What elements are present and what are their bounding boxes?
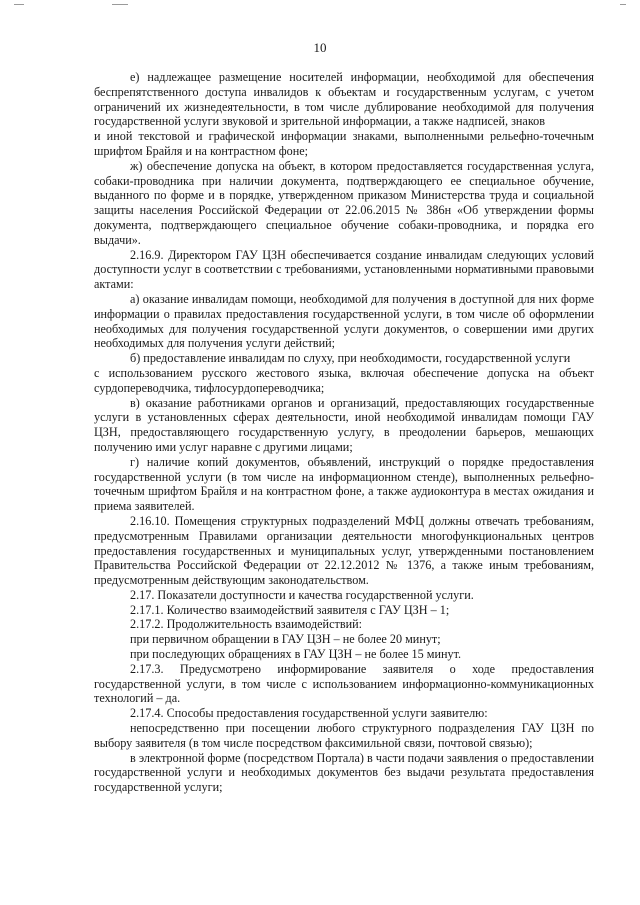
paragraph-item-v: в) оказание работниками органов и организаций, предоставляющих государственные услуги в установленных сферах деятельности, иной необходимой инвалидам помощи ГАУ ЦЗН, предоставляющего государственную услугу, в преодолении барьеров, мешающих получению ими услуг наравне с другими лицами; bbox=[94, 395, 594, 454]
paragraph-subsequent-visits: при последующих обращениях в ГАУ ЦЗН – не более 15 минут. bbox=[130, 647, 462, 662]
paragraph-2-16-9: 2.16.9. Директором ГАУ ЦЗН обеспечивается создание инвалидам следующих условий доступности услуг в соответствии с требованиями, установленными нормативными правовыми актами: bbox=[94, 247, 594, 292]
document-body bbox=[94, 70, 594, 795]
paragraph-item-zh: ж) обеспечение допуска на объект, в котором предоставляется государственная услуга, собаки-проводника при наличии документа, подтверждающего ее специальное обучение, выданного по форме и в порядке, утвержденном приказом Министерства труда и социальной защиты населения Российской Федерации от 22.06.2015 № 386н «Об утверждении формы документа, подтверждающего специальное обучение собаки-проводника, и порядка его выдачи». bbox=[94, 158, 594, 247]
paragraph-item-e: е) надлежащее размещение носителей информации, необходимой для обеспечения беспрепятственного доступа инвалидов к объектам и государственным услугам, с учетом ограничений их жизнедеятельности, в том числе дублирование необходимой для получения государственной услуги звуковой и зрительной информации, а также надписей, знаков bbox=[94, 70, 594, 129]
paragraph-2-17-3: 2.17.3. Предусмотрено информирование заявителя о ходе предоставления государственной услуги, в том числе с использованием информационно-коммуникационных технологий – да. bbox=[94, 661, 594, 706]
paragraph-electronic-form: в электронной форме (посредством Портала) в части подачи заявления о предоставлении государственной услуги и необходимых документов без выдачи результата предоставления государственной услуги; bbox=[94, 750, 594, 795]
scan-artifacts bbox=[0, 4, 640, 12]
paragraph-2-17-4: 2.17.4. Способы предоставления государственной услуги заявителю: bbox=[130, 706, 488, 721]
page-number: 10 bbox=[313, 40, 327, 55]
paragraph-item-e-continued: и иной текстовой и графической информации знаками, выполненными рельефно-точечным шрифтом Брайля и на контрастном фоне; bbox=[94, 129, 594, 158]
paragraph-item-a: а) оказание инвалидам помощи, необходимой для получения в доступной для них форме информации о правилах предоставления государственной услуги, в том числе об оформлении необходимых для получения государственной услуги документов, о совершении ими других необходимых для получения услуги действий; bbox=[94, 291, 594, 351]
paragraph-2-17: 2.17. Показатели доступности и качества государственной услуги. bbox=[130, 587, 474, 602]
paragraph-item-b-continued: с использованием русского жестового языка, включая обеспечение допуска на объект сурдопереводчика, тифлосурдопереводчика; bbox=[94, 365, 594, 395]
paragraph-item-g: г) наличие копий документов, объявлений, инструкций о порядке предоставления государственной услуги (в том числе на информационном стенде), выполненных рельефно-точечным шрифтом Брайля и на контрастном фоне, а также аудиоконтура в местах ожидания и приема заявителей. bbox=[94, 454, 594, 514]
paragraph-first-visit: при первичном обращении в ГАУ ЦЗН – не более 20 минут; bbox=[130, 632, 441, 647]
paragraph-2-16-10: 2.16.10. Помещения структурных подразделений МФЦ должны отвечать требованиям, предусмотренным Правилами организации деятельности многофункциональных центров предоставления государственных и муниципальных услуг, утвержденными постановлением Правительства Российской Федерации от 22.12.2012 № 1376, а также иным требованиям, предусмотренным действующим законодательством. bbox=[94, 513, 594, 588]
paragraph-direct-visit: непосредственно при посещении любого структурного подразделения ГАУ ЦЗН по выбору заявителя (в том числе посредством факсимильной связи, почтовой связью); bbox=[94, 721, 594, 750]
paragraph-item-b: б) предоставление инвалидам по слуху, при необходимости, государственной услуги bbox=[130, 351, 571, 366]
paragraph-2-17-1: 2.17.1. Количество взаимодействий заявителя с ГАУ ЦЗН – 1; bbox=[130, 602, 450, 617]
paragraph-2-17-2: 2.17.2. Продолжительность взаимодействий: bbox=[130, 617, 363, 632]
